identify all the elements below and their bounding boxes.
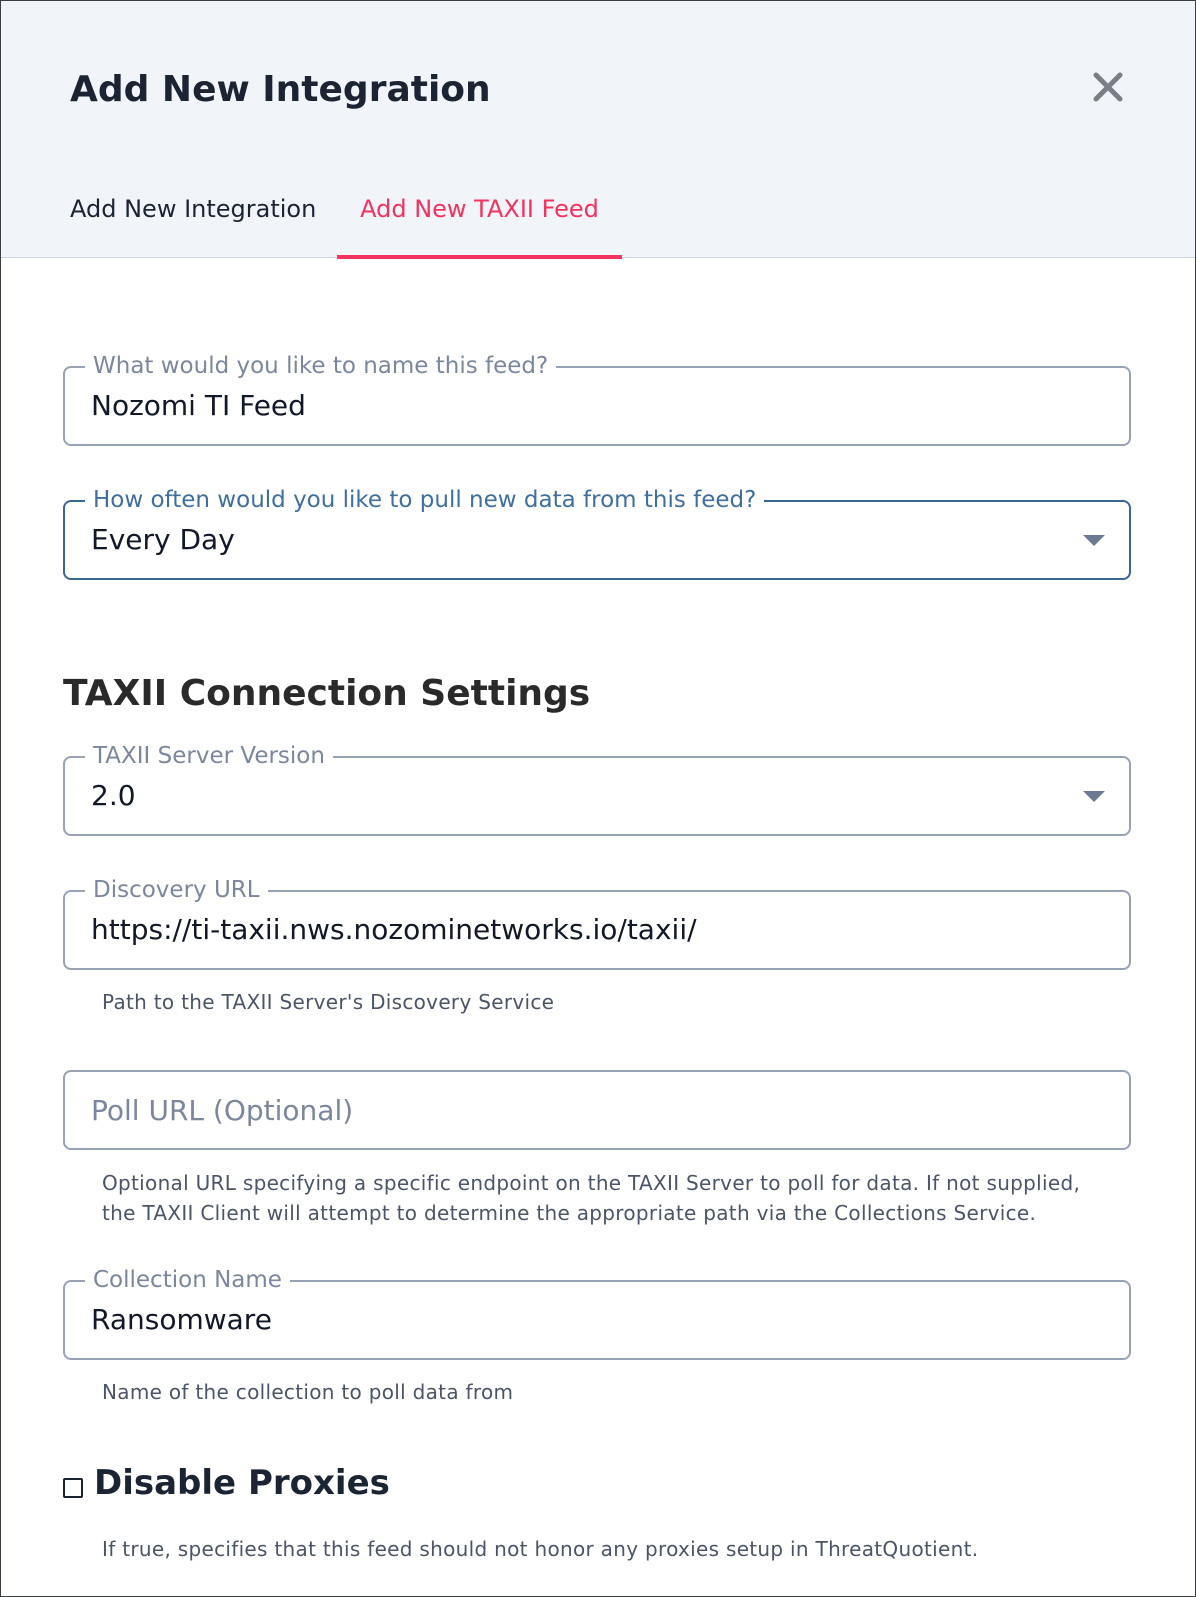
chevron-down-icon[interactable] xyxy=(1083,791,1105,802)
feed-name-value: Nozomi TI Feed xyxy=(91,389,306,422)
frequency-select[interactable] xyxy=(63,487,1131,580)
feed-name-label: What would you like to name this feed? xyxy=(85,351,556,381)
discovery-url-help: Path to the TAXII Server's Discovery Service xyxy=(102,990,555,1014)
disable-proxies-label[interactable]: Disable Proxies xyxy=(94,1463,390,1503)
discovery-url-value: https://ti-taxii.nws.nozominetworks.io/taxii/ xyxy=(91,913,697,946)
discovery-url-label: Discovery URL xyxy=(85,875,268,905)
collection-name-field[interactable] xyxy=(63,1267,1131,1360)
frequency-label: How often would you like to pull new data from this feed? xyxy=(85,485,764,515)
server-version-label: TAXII Server Version xyxy=(85,741,333,771)
collection-name-help: Name of the collection to poll data from xyxy=(102,1380,514,1404)
close-icon[interactable] xyxy=(1084,63,1132,111)
section-title: TAXII Connection Settings xyxy=(63,673,591,714)
poll-url-placeholder: Poll URL (Optional) xyxy=(91,1094,354,1127)
tab-add-new-taxii-feed[interactable]: Add New TAXII Feed xyxy=(337,195,622,257)
collection-name-label: Collection Name xyxy=(85,1265,290,1295)
poll-url-field[interactable] xyxy=(63,1070,1131,1150)
dialog-title: Add New Integration xyxy=(70,69,491,110)
disable-proxies-help: If true, specifies that this feed should not honor any proxies setup in ThreatQuotient. xyxy=(102,1537,979,1561)
frequency-value: Every Day xyxy=(91,523,235,556)
discovery-url-field[interactable] xyxy=(63,877,1131,970)
close-icon-glyph xyxy=(1090,69,1126,105)
poll-url-help: Optional URL specifying a specific endpoint on the TAXII Server to poll for data. If not supplied, the TAXII Client will attempt to determine the appropriate path via the Collections Service. xyxy=(102,1171,1081,1225)
server-version-value: 2.0 xyxy=(91,779,136,812)
collection-name-value: Ransomware xyxy=(91,1303,272,1336)
dialog-header xyxy=(1,1,1195,258)
chevron-down-icon[interactable] xyxy=(1083,535,1105,546)
disable-proxies-checkbox[interactable] xyxy=(63,1478,83,1498)
feed-name-field[interactable] xyxy=(63,353,1131,446)
server-version-select[interactable] xyxy=(63,743,1131,836)
tab-add-new-integration[interactable]: Add New Integration xyxy=(70,195,317,223)
